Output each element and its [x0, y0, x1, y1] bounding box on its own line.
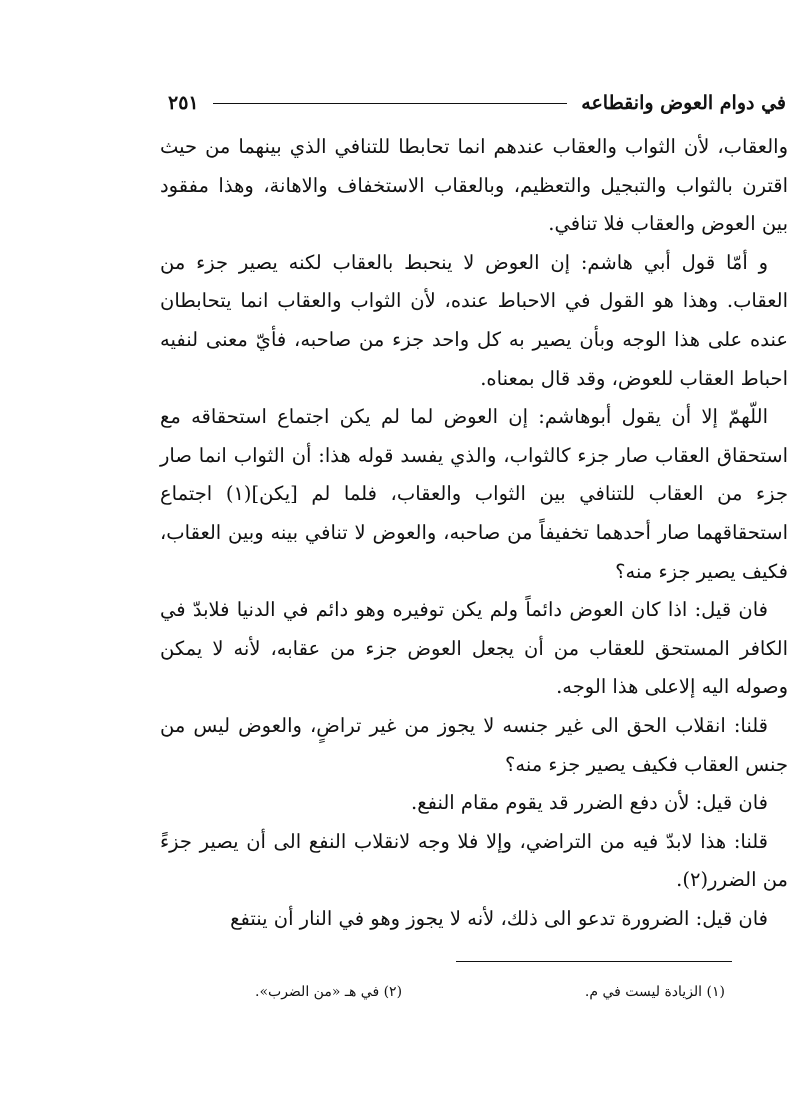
- paragraph-5: قلنا: انقلاب الحق الى غير جنسه لا يجوز من غير تراضٍ، والعوض ليس من جنس العقاب فكيف يصير جزء منه؟: [160, 713, 788, 776]
- paragraph-3: اللّهمّ إلا أن يقول أبوهاشم: إن العوض لما لم يكن اجتماع استحقاقه مع استحقاق العقاب صار جزء كالثواب، والذي يفسد قوله هذا: أن الثواب انما صار جزء من العقاب للتنافي بين الثواب والعقاب، فلما لم [يكن](١) اجتماع استحقاقهما صار أحدهما تخفيفاً من صاحبه، والعوض لا تنافي بينه وبين العقاب، فكيف يصير جزء منه؟: [160, 405, 788, 583]
- header-rule: [213, 103, 568, 104]
- paragraph-6: فان قيل: لأن دفع الضرر قد يقوم مقام النفع.: [411, 791, 768, 815]
- footnote-1: (١) الزيادة ليست في م.: [584, 984, 725, 1000]
- paragraph-4: فان قيل: اذا كان العوض دائماً ولم يكن توفيره وهو دائم في الدنيا فلابدّ في الكافر المستحق للعقاب من أن يجعل العوض جزء من عقابه، لأنه لا يمكن وصوله اليه إلاعلى هذا الوجه.: [160, 598, 788, 699]
- header-title: في دوام العوض وانقطاعه: [581, 92, 786, 114]
- footnote-2: (٢) في هـ «من الضرب».: [255, 984, 403, 1000]
- page-number: ٢٥١: [168, 92, 199, 114]
- paragraph-8: فان قيل: الضرورة تدعو الى ذلك، لأنه لا يجوز وهو في النار أن ينتفع: [230, 906, 768, 930]
- main-text: [160, 128, 788, 938]
- footnotes: [255, 984, 725, 1000]
- paragraph-7: قلنا: هذا لابدّ فيه من التراضي، وإلا فلا وجه لانقلاب النفع الى أن يصير جزءً من الضرر(٢).: [160, 829, 788, 892]
- running-header: [168, 88, 786, 118]
- paragraph-2: و أمّا قول أبي هاشم: إن العوض لا ينحبط بالعقاب لكنه يصير جزء من العقاب. وهذا هو القول في الاحباط عنده، لأن الثواب والعقاب انما يتحابطان عنده على هذا الوجه وبأن يصير به كل واحد جزء من صاحبه، فأيّ معنى لنفيه احباط العقاب للعوض، وقد قال بمعناه.: [160, 250, 788, 390]
- paragraph-1: والعقاب، لأن الثواب والعقاب عندهم انما تحابطا للتنافي الذي بينهما من حيث اقترن بالثواب والتبجيل والتعظيم، وبالعقاب الاستخفاف والاهانة، وهذا مفقود بين العوض والعقاب فلا تنافي.: [160, 135, 788, 236]
- footnote-separator: [456, 961, 732, 962]
